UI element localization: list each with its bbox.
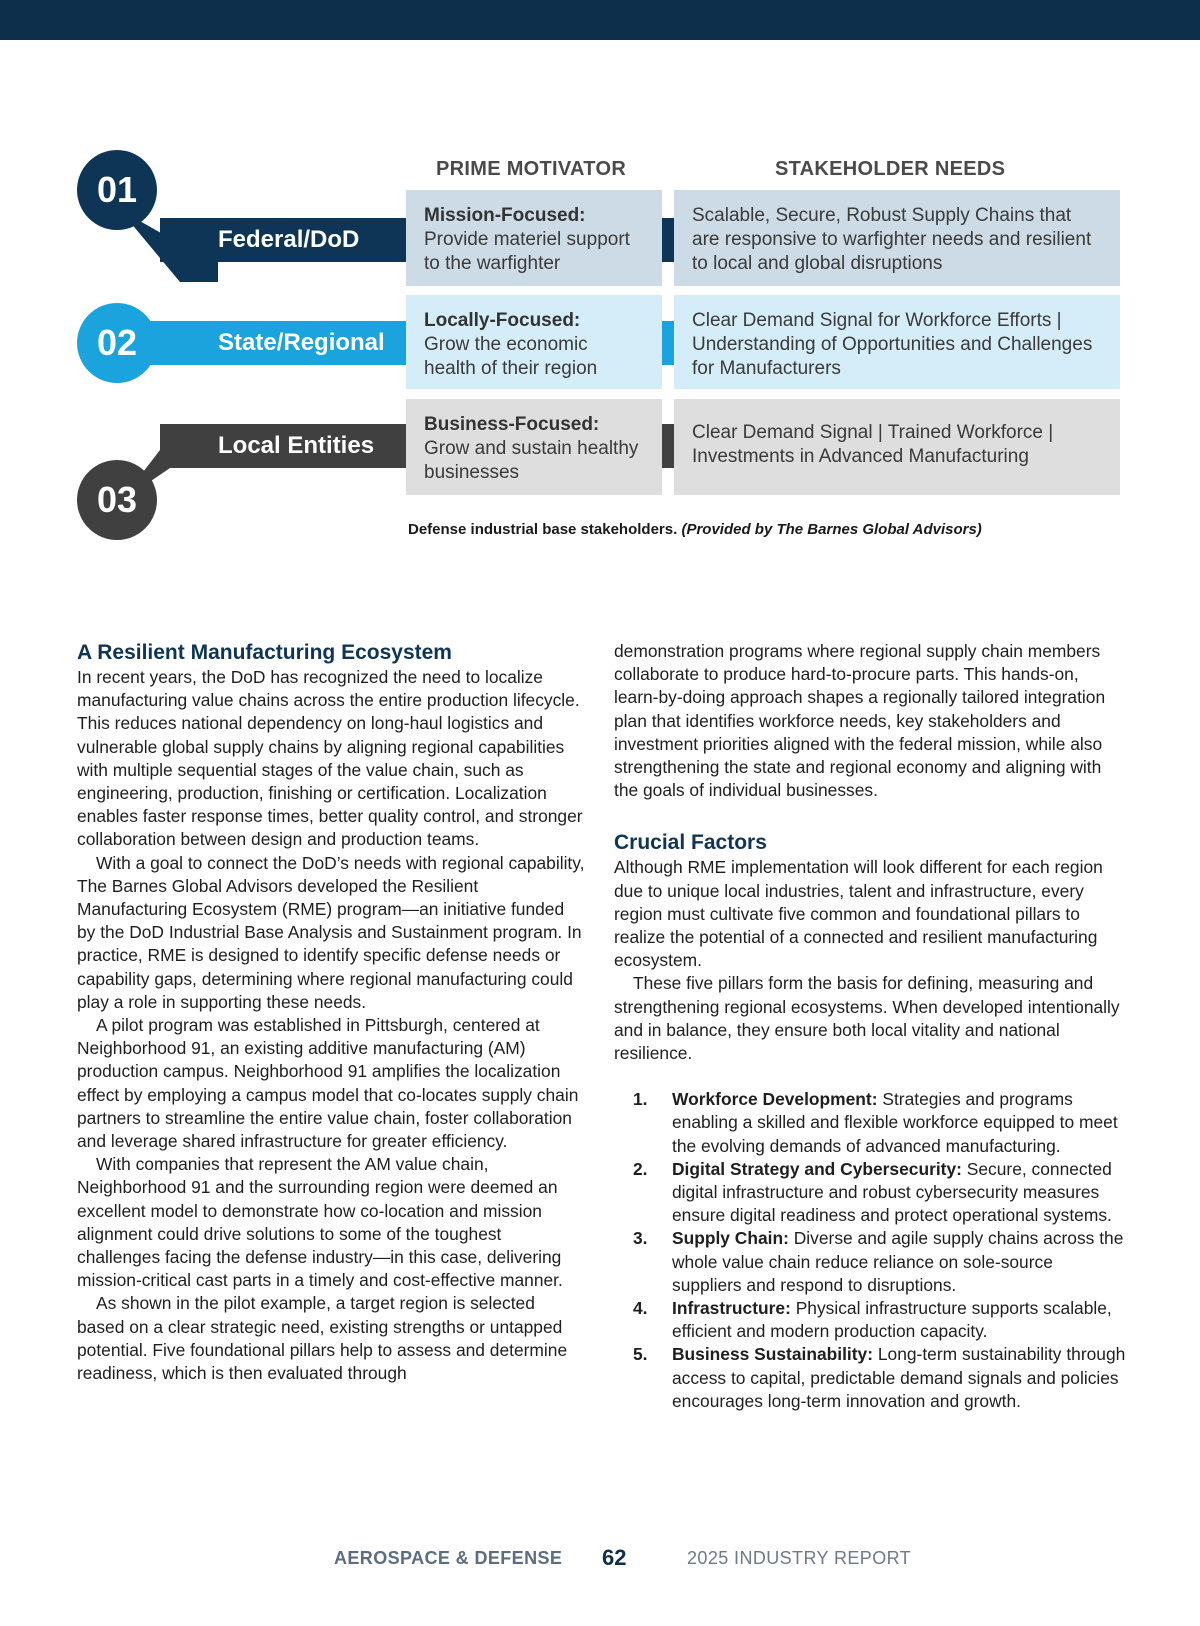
pillar-term: Infrastructure:	[672, 1298, 791, 1319]
row2-connector	[150, 321, 170, 365]
row1-motivator-title: Mission-Focused:	[424, 205, 586, 226]
stakeholder-figure	[0, 140, 1200, 560]
page-footer	[0, 1545, 1200, 1578]
pillar-number: 4.	[633, 1298, 648, 1319]
pillar-number: 5.	[633, 1344, 648, 1365]
paragraph-1: In recent years, the DoD has recognized the need to localize manufacturing value chains across the entire production lifecycle. This reduces national dependency on long-haul logistics and vulnerable global supply chains by aligning regional capabilities with multiple sequential stages of the value chain, such as engineering, production, finishing or certification. Localization enables faster response times, better quality control, and stronger collaboration between design and production teams.	[77, 667, 583, 850]
header-prime-motivator: PRIME MOTIVATOR	[436, 158, 627, 180]
article-right-column	[614, 640, 1126, 1413]
pillar-text: Secure, connected digital infrastructure and robust cybersecurity measures ensure digital readiness and protect operational systems.	[672, 1158, 1112, 1226]
row1-number-badge: 01	[77, 150, 157, 230]
header-stakeholder-needs: STAKEHOLDER NEEDS	[775, 158, 1006, 180]
paragraph-4: With companies that represent the AM value chain, Neighborhood 91 and the surrounding region were deemed an excellent model to demonstrate how co-location and mission alignment could drive solutions to some of the toughest challenges facing the defense industry—in this case, delivering mission-critical cast parts in a timely and cost-effective manner.	[77, 1154, 563, 1291]
pillar-item	[633, 1088, 1126, 1158]
footer-report-title: 2025 INDUSTRY REPORT	[687, 1548, 912, 1568]
row2-needs-box: Clear Demand Signal for Workforce Efforts | Understanding of Opportunities and Challenges for Manufacturers	[674, 295, 1120, 389]
row3-needs-box: Clear Demand Signal | Trained Workforce | Investments in Advanced Manufacturing	[674, 399, 1120, 495]
pillar-term: Business Sustainability:	[672, 1344, 874, 1365]
article-left-column	[77, 640, 587, 1385]
pillar-term: Workforce Development:	[672, 1089, 878, 1110]
row3-motivator-text: Grow and sustain healthy businesses	[424, 438, 639, 483]
pillar-item	[633, 1227, 1126, 1297]
caption-text: Defense industrial base stakeholders.	[408, 521, 678, 538]
pillar-text: Strategies and programs enabling a skilled and flexible workforce equipped to meet the evolving demands of advanced manufacturing.	[672, 1089, 1118, 1156]
footer-publication: AEROSPACE & DEFENSE	[334, 1548, 563, 1568]
paragraph-8: These five pillars form the basis for defining, measuring and strengthening regional ecosystems. When developed intentionally and in balance, they ensure both local vitality and national resilience.	[614, 973, 1120, 1064]
pillar-number: 3.	[633, 1228, 648, 1249]
row2-motivator-title: Locally-Focused:	[424, 310, 581, 331]
row2-motivator-box	[406, 295, 662, 389]
paragraph-3: A pilot program was established in Pittsburgh, centered at Neighborhood 91, an existing additive manufacturing (AM) production campus. Neighborhood 91 amplifies the localization effect by employing a campus model that co-locates supply chain partners to streamline the entire value chain, foster collaboration and leverage shared infrastructure for greater efficiency.	[77, 1015, 579, 1152]
pillar-item	[633, 1297, 1126, 1343]
section-title-crucial-factors: Crucial Factors	[614, 831, 767, 855]
figure-caption	[408, 521, 982, 538]
row1-divider-tab	[662, 218, 674, 262]
paragraph-7: Although RME implementation will look different for each region due to unique local industries, talent and infrastructure, every region must cultivate five common and foundational pillars to realize the potential of a connected and resilient manufacturing ecosystem.	[614, 857, 1103, 971]
row3-motivator-title: Business-Focused:	[424, 414, 600, 435]
row2-divider-tab	[662, 321, 674, 365]
row1-stakeholder-label: Federal/DoD	[160, 218, 408, 262]
pillar-number: 1.	[633, 1089, 648, 1110]
row3-motivator-box	[406, 399, 662, 495]
row2-number-badge: 02	[77, 303, 157, 383]
paragraph-6: demonstration programs where regional supply chain members collaborate to produce hard-to-procure parts. This hands-on, learn-by-doing approach shapes a regionally tailored integration plan that identifies workforce needs, key stakeholders and investment priorities aligned with the federal mission, while also strengthening the state and regional economy and aligning with the goals of individual businesses.	[614, 641, 1106, 801]
section-title-resilient-ecosystem: A Resilient Manufacturing Ecosystem	[77, 641, 452, 664]
top-bar	[0, 0, 1200, 40]
caption-credit: (Provided by The Barnes Global Advisors)	[681, 521, 982, 538]
pillar-text: Long-term sustainability through access to capital, predictable demand signals and policies encourages long-term innovation and growth.	[672, 1344, 1126, 1411]
pillars-list	[614, 1088, 1126, 1413]
row3-divider-tab	[662, 424, 674, 468]
row1-needs-box: Scalable, Secure, Robust Supply Chains that are responsive to warfighter needs and resilient to local and global disruptions	[674, 190, 1120, 286]
row2-stakeholder-label: State/Regional	[160, 321, 408, 365]
row3-number-badge: 03	[77, 460, 157, 540]
paragraph-5: As shown in the pilot example, a target region is selected based on a clear strategic need, existing strengths or untapped potential. Five foundational pillars help to assess and determine readiness, which is then evaluated through	[77, 1293, 568, 1384]
row1-motivator-text: Provide materiel support to the warfighter	[424, 229, 630, 274]
paragraph-2: With a goal to connect the DoD’s needs with regional capability, The Barnes Global Advisors developed the Resilient Manufacturing Ecosystem (RME) program—an initiative funded by the DoD Industrial Base Analysis and Sustainment program. In practice, RME is designed to identify specific defense needs or capability gaps, determining where regional manufacturing could play a role in supporting these needs.	[77, 852, 585, 1012]
pillar-text: Physical infrastructure supports scalable, efficient and modern production capacity.	[672, 1298, 1112, 1342]
footer-page-number: 62	[602, 1545, 627, 1570]
pillar-term: Supply Chain:	[672, 1228, 789, 1249]
pillar-number: 2.	[633, 1158, 648, 1179]
row2-motivator-text: Grow the economic health of their region	[424, 334, 598, 379]
row1-motivator-box	[406, 190, 662, 286]
pillar-term: Digital Strategy and Cybersecurity:	[672, 1158, 962, 1179]
pillar-text: Diverse and agile supply chains across the whole value chain reduce reliance on sole-source suppliers and respond to disruptions.	[672, 1228, 1124, 1295]
row3-stakeholder-label: Local Entities	[160, 424, 408, 468]
pillar-item	[633, 1158, 1126, 1228]
pillar-item	[633, 1343, 1126, 1413]
